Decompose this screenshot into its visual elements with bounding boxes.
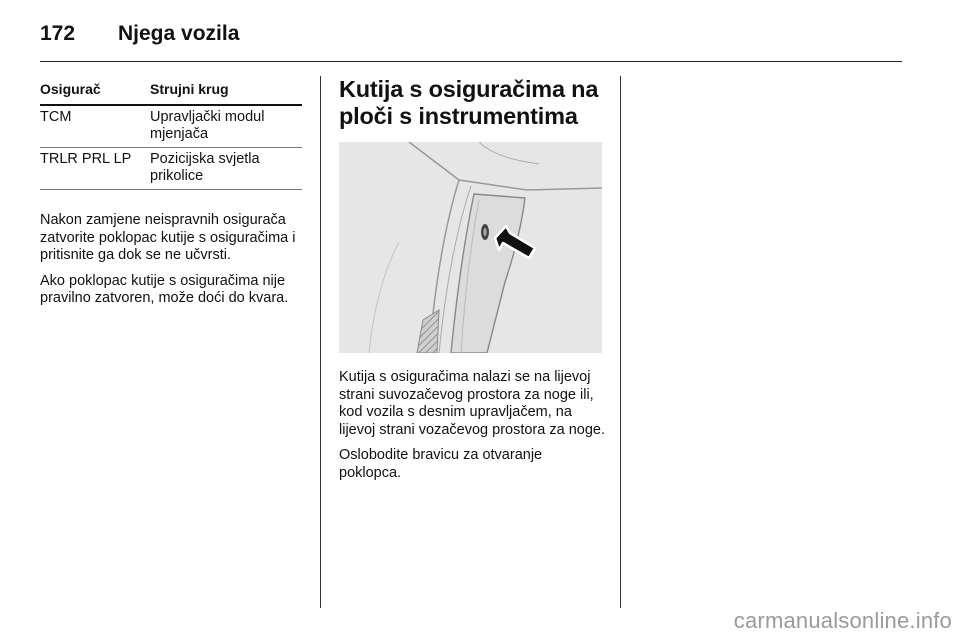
column-header-circuit: Strujni krug: [150, 76, 302, 105]
circuit-cell: Pozicijska svjetla prikolice: [150, 148, 302, 190]
body-paragraph: Ako poklopac kutije s osiguračima nije pravilno zatvoren, može doći do kvara.: [40, 272, 289, 306]
fuse-cell: TRLR PRL LP: [40, 148, 150, 190]
fuse-box-illustration: [339, 142, 602, 353]
section-heading: Kutija s osiguračima na ploči s instrumentima: [339, 76, 599, 129]
section-title: Njega vozila: [118, 22, 240, 45]
fuse-table-header: [40, 76, 302, 105]
column-divider: [620, 76, 621, 608]
column-header-fuse: Osigurač: [40, 76, 150, 105]
fuse-cell: TCM: [40, 105, 150, 148]
page-number: 172: [40, 22, 76, 45]
column-divider: [320, 76, 321, 608]
left-column: [40, 76, 302, 308]
body-paragraph: Oslobodite bravicu za otvaranje poklopca.: [339, 447, 543, 481]
page-header: [40, 18, 902, 62]
fuse-table: [40, 76, 302, 190]
watermark: carmanualsonline.info: [733, 608, 952, 633]
table-row: [40, 148, 302, 190]
table-row: [40, 105, 302, 148]
middle-column: [339, 76, 605, 482]
fuse-box-drawing: [339, 142, 602, 353]
circuit-cell: Upravljački modul mjenjača: [150, 105, 302, 148]
body-paragraph: Kutija s osiguračima nalazi se na lijevoj strani suvozačevog prostora za noge ili, kod vozila s desnim upravljačem, na lijevoj strani vozačevog prostora za noge.: [339, 369, 605, 438]
body-paragraph: Nakon zamjene neispravnih osigurača zatvorite poklopac kutije s osiguračima i pritisnite ga dok se ne učvrsti.: [40, 212, 296, 263]
